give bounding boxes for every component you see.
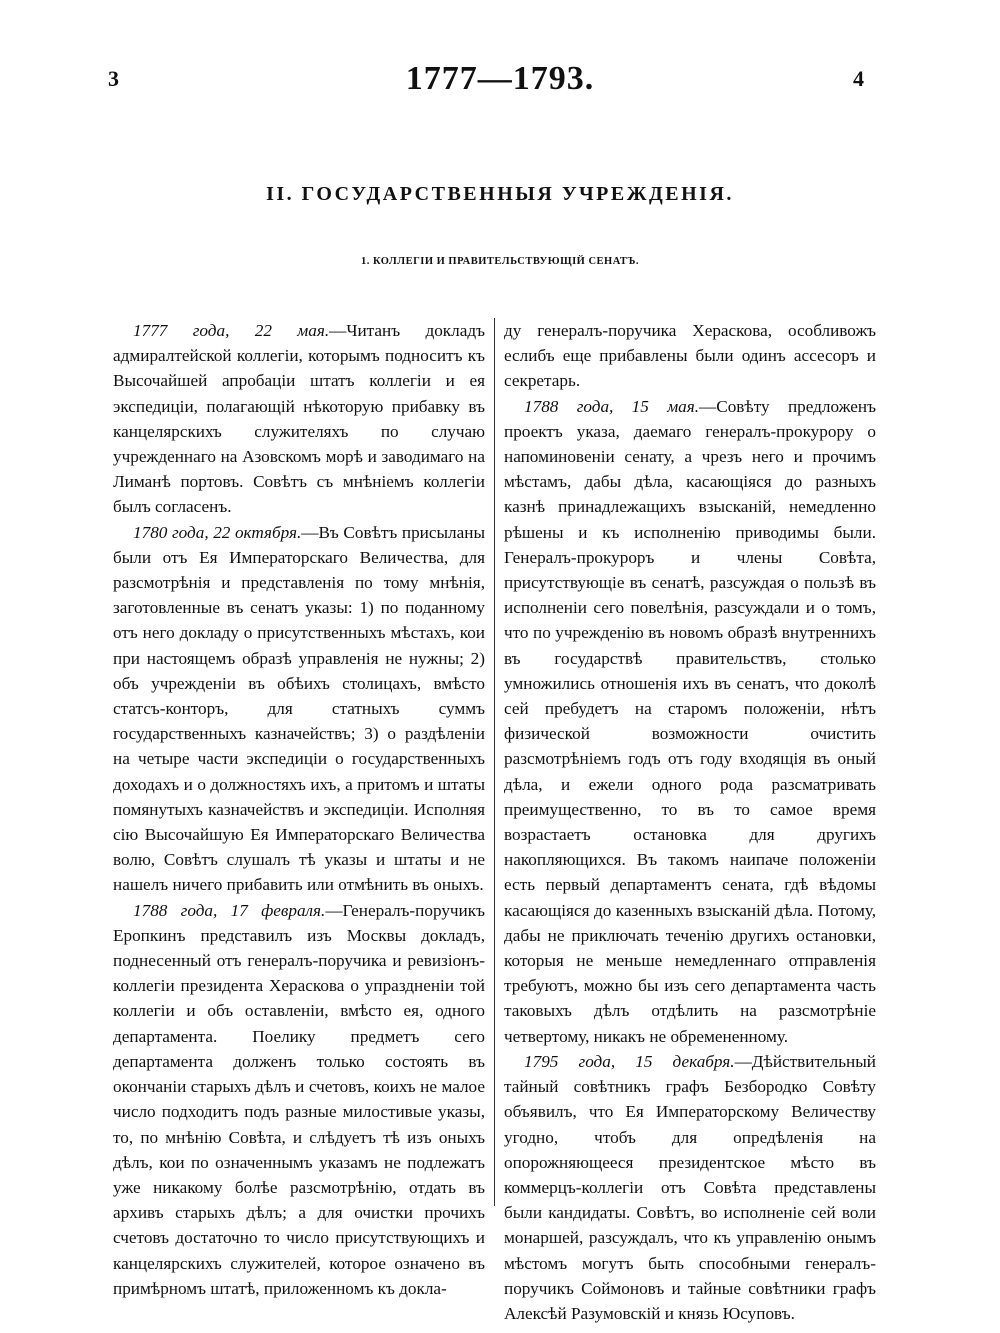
- entry-paragraph: [113, 520, 485, 898]
- subsection-title: 1. КОЛЛЕГІИ И ПРАВИТЕЛЬСТВУЮЩІЙ СЕНАТЪ.: [360, 256, 640, 267]
- entry-date: 1780 года, 22 октября.: [133, 522, 302, 542]
- entry-text: —Въ Совѣтъ присыланы были отъ Ея Императорскаго Величества, для разсмотрѣнія и представленія по тому мнѣнія, заготовленные въ сенатъ указы: 1) по поданному отъ него докладу о присутственныхъ мѣстахъ, кои при настоящемъ образѣ управленія не нужны; 2) объ учрежденіи въ обѣихъ столицахъ, вмѣсто статсъ-конторъ, для статныхъ суммъ государственныхъ казначействъ; 3) о раздѣленіи на четыре части экспедиціи о государственныхъ доходахъ и о должностяхъ ихъ, а притомъ и штаты помянутыхъ казначействъ и экспедиціи. Исполняя сію Высочайшую Ея Императорскаго Величества волю, Совѣтъ слушалъ тѣ указы и штаты и не нашелъ ничего прибавить или отмѣнить въ оныхъ.: [113, 522, 485, 895]
- page-years-header: 1777—1793.: [405, 60, 595, 97]
- entry-date: 1777 года, 22 мая.: [133, 321, 330, 340]
- page-number-right: 4: [853, 66, 864, 91]
- entry-paragraph: [504, 1049, 876, 1326]
- section-title: II. ГОСУДАРСТВЕННЫЯ УЧРЕЖДЕНІЯ.: [266, 183, 734, 205]
- entry-date: 1788 года, 17 февраля.: [133, 900, 326, 920]
- page-number-left: 3: [108, 66, 119, 91]
- entry-text: —Генералъ-поручикъ Еропкинъ представилъ изъ Москвы докладъ, поднесенный отъ генералъ-поручика и ревизіонъ-коллегіи президента Хераскова о упраздненіи той коллегіи и объ оставленіи, вмѣсто ея, одного департамента. Поелику предметъ сего департамента долженъ только состоять въ окончаніи старыхъ дѣлъ и счетовъ, коихъ не малое число подходитъ подъ разные милостивые указы, то, по мнѣнію Совѣта, и слѣдуетъ тѣ изъ оныхъ дѣлъ, кои по означеннымъ указамъ не подлежатъ уже никакому болѣе разсмотрѣнію, отдать въ архивъ старыхъ дѣлъ; а для очистки прочихъ счетовъ достаточно то число присутствующихъ и канцелярскихъ служителей, которое означено въ примѣрномъ штатѣ, приложенномъ къ докла-: [113, 900, 485, 1298]
- column-divider: [494, 318, 495, 1206]
- entry-text: —Совѣту предложенъ проектъ указа, даемаго генералъ-прокурору о напоминовеніи сенату, а чрезъ него и прочимъ мѣстамъ, дабы дѣла, касающіяся до разныхъ казнѣ принадлежащихъ взысканій, немедленно рѣшены и къ исполненію приводимы были. Генералъ-прокуроръ и члены Совѣта, присутствующіе въ сенатѣ, разсуждая о пользѣ въ исполненіи сего повелѣнія, разсуждали и о томъ, что по учрежденію въ новомъ образѣ внутреннихъ въ государствѣ правительствъ, столько умножились отношенія ихъ въ сенатъ, что доколѣ сей пребудетъ на старомъ положеніи, нѣтъ физической возможности очистить разсмотрѣніемъ годъ отъ году входящія въ оный дѣла, и ежели одного рода разсматривать преимущественно, то въ то самое время возрастаетъ остановка для другихъ накопляющихся. Въ такомъ наипаче положеніи есть первый департаментъ сената, гдѣ вѣдомы касающіяся до казенныхъ взысканій дѣла. Потому, дабы не приключать теченію другихъ остановки, которыя не меньше немедленнаго отправленія требуютъ, можно бы изъ сего департамента часть таковыхъ дѣлъ отдѣлить на разсмотрѣніе четвертому, никакъ не обремененному.: [504, 396, 876, 1046]
- entry-paragraph: [113, 898, 485, 1301]
- left-column: [113, 318, 485, 1326]
- entry-date: 1795 года, 15 декабря.: [524, 1051, 735, 1071]
- entry-text: —Читанъ докладъ адмиралтейской коллегіи, которымъ подноситъ къ Высочайшей апробаціи штатъ коллегіи и ея экспедиціи, полагающій нѣкоторую прибавку въ канцелярскихъ служителяхъ по случаю учрежденнаго на Азовскомъ морѣ и заводимаго на Лиманѣ портовъ. Совѣтъ съ мнѣніемъ коллегіи былъ согласенъ.: [113, 321, 485, 517]
- entry-date: 1788 года, 15 мая.: [524, 396, 700, 416]
- entry-paragraph: [504, 318, 876, 394]
- right-column: [504, 318, 876, 1326]
- entry-paragraph: [113, 318, 485, 520]
- entry-text: ду генералъ-поручика Хераскова, особливожъ еслибъ еще прибавлены были одинъ ассесоръ и секретарь.: [504, 321, 876, 391]
- text-columns: [113, 318, 877, 1326]
- entry-text: —Дѣйствительный тайный совѣтникъ графъ Безбородко Совѣту объявилъ, что Ея Императорскому Величеству угодно, чтобъ для опредѣленія на опорожняющееся президентское мѣсто въ коммерцъ-коллегіи отъ Совѣта представлены были кандидаты. Совѣтъ, во исполненіе сей воли монаршей, разсуждалъ, что къ управленію онымъ мѣстомъ могутъ быть способными генералъ-поручикъ Соймоновъ и тайные совѣтники графъ Алексѣй Разумовскій и князь Юсуповъ.: [504, 1051, 876, 1323]
- entry-paragraph: [504, 394, 876, 1049]
